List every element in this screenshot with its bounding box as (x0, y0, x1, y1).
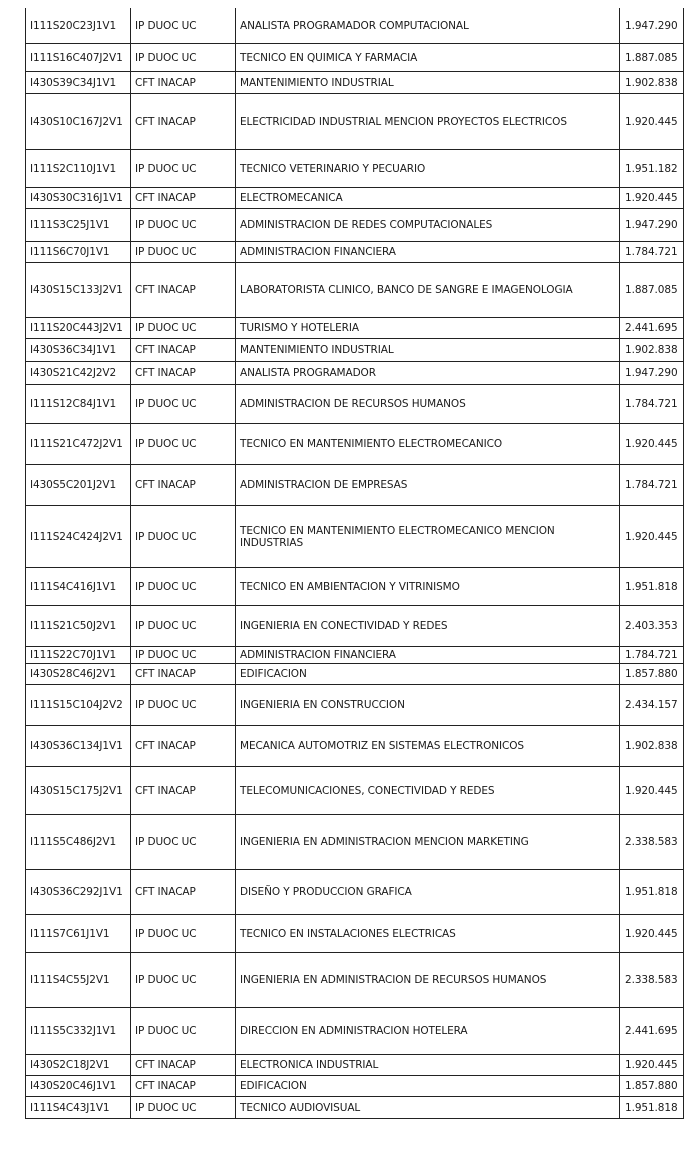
code-cell: I111S24C424J2V1 (26, 506, 131, 568)
career-cell: TECNICO EN MANTENIMIENTO ELECTROMECANICO MENCION INDUSTRIAS (236, 506, 620, 568)
institution-cell: IP DUOC UC (131, 647, 236, 664)
career-cell: ADMINISTRACION FINANCIERA (236, 242, 620, 263)
career-cell: INGENIERIA EN ADMINISTRACION MENCION MARKETING (236, 815, 620, 870)
table-row (26, 318, 684, 339)
institution-cell: CFT INACAP (131, 726, 236, 767)
table-row (26, 339, 684, 362)
amount-cell: 1.902.838 (620, 339, 684, 362)
code-cell: I430S36C134J1V1 (26, 726, 131, 767)
amount-cell: 1.951.818 (620, 1097, 684, 1119)
amount-cell: 1.784.721 (620, 465, 684, 506)
amount-cell: 1.920.445 (620, 188, 684, 209)
institution-cell: CFT INACAP (131, 664, 236, 685)
amount-cell: 1.951.182 (620, 150, 684, 188)
amount-cell: 1.947.290 (620, 8, 684, 44)
career-cell: ADMINISTRACION FINANCIERA (236, 647, 620, 664)
institution-cell: IP DUOC UC (131, 685, 236, 726)
table-row (26, 870, 684, 915)
code-cell: I111S5C486J2V1 (26, 815, 131, 870)
table-row (26, 8, 684, 44)
table-row (26, 606, 684, 647)
institution-cell: CFT INACAP (131, 339, 236, 362)
table-row (26, 915, 684, 953)
career-cell: ADMINISTRACION DE REDES COMPUTACIONALES (236, 209, 620, 242)
career-cell: LABORATORISTA CLINICO, BANCO DE SANGRE E IMAGENOLOGIA (236, 263, 620, 318)
table-row (26, 1008, 684, 1055)
amount-cell: 1.920.445 (620, 915, 684, 953)
institution-cell: IP DUOC UC (131, 915, 236, 953)
table-row (26, 726, 684, 767)
code-cell: I430S30C316J1V1 (26, 188, 131, 209)
code-cell: I430S36C292J1V1 (26, 870, 131, 915)
career-cell: MECANICA AUTOMOTRIZ EN SISTEMAS ELECTRONICOS (236, 726, 620, 767)
institution-cell: IP DUOC UC (131, 150, 236, 188)
table-row (26, 1055, 684, 1076)
amount-cell: 1.947.290 (620, 362, 684, 385)
career-cell: TECNICO EN INSTALACIONES ELECTRICAS (236, 915, 620, 953)
table-row (26, 953, 684, 1008)
institution-cell: CFT INACAP (131, 94, 236, 150)
code-cell: I111S15C104J2V2 (26, 685, 131, 726)
table-row (26, 664, 684, 685)
table-row (26, 465, 684, 506)
code-cell: I111S16C407J2V1 (26, 44, 131, 72)
amount-cell: 1.920.445 (620, 424, 684, 465)
institution-cell: CFT INACAP (131, 72, 236, 94)
document-page (25, 8, 683, 1119)
institution-cell: IP DUOC UC (131, 385, 236, 424)
career-cell: ELECTRONICA INDUSTRIAL (236, 1055, 620, 1076)
table-row (26, 263, 684, 318)
code-cell: I430S36C34J1V1 (26, 339, 131, 362)
code-cell: I111S4C43J1V1 (26, 1097, 131, 1119)
code-cell: I430S5C201J2V1 (26, 465, 131, 506)
career-cell: ANALISTA PROGRAMADOR COMPUTACIONAL (236, 8, 620, 44)
amount-cell: 1.887.085 (620, 263, 684, 318)
amount-cell: 1.920.445 (620, 767, 684, 815)
code-cell: I111S4C416J1V1 (26, 568, 131, 606)
institution-cell: IP DUOC UC (131, 424, 236, 465)
career-cell: ELECTRICIDAD INDUSTRIAL MENCION PROYECTOS ELECTRICOS (236, 94, 620, 150)
table-row (26, 1097, 684, 1119)
career-cell: TECNICO EN QUIMICA Y FARMACIA (236, 44, 620, 72)
amount-cell: 1.887.085 (620, 44, 684, 72)
amount-cell: 1.951.818 (620, 870, 684, 915)
table-row (26, 424, 684, 465)
code-cell: I111S22C70J1V1 (26, 647, 131, 664)
institution-cell: CFT INACAP (131, 188, 236, 209)
institution-cell: CFT INACAP (131, 465, 236, 506)
code-cell: I430S21C42J2V2 (26, 362, 131, 385)
amount-cell: 1.902.838 (620, 726, 684, 767)
institution-cell: IP DUOC UC (131, 1097, 236, 1119)
career-cell: EDIFICACION (236, 1076, 620, 1097)
table-row (26, 72, 684, 94)
career-table (25, 8, 684, 1119)
code-cell: I430S20C46J1V1 (26, 1076, 131, 1097)
institution-cell: IP DUOC UC (131, 318, 236, 339)
code-cell: I111S5C332J1V1 (26, 1008, 131, 1055)
code-cell: I430S2C18J2V1 (26, 1055, 131, 1076)
career-cell: ELECTROMECANICA (236, 188, 620, 209)
table-row (26, 209, 684, 242)
amount-cell: 1.920.445 (620, 1055, 684, 1076)
code-cell: I111S21C50J2V1 (26, 606, 131, 647)
amount-cell: 1.857.880 (620, 664, 684, 685)
code-cell: I111S6C70J1V1 (26, 242, 131, 263)
amount-cell: 2.338.583 (620, 953, 684, 1008)
code-cell: I111S21C472J2V1 (26, 424, 131, 465)
amount-cell: 1.784.721 (620, 647, 684, 664)
institution-cell: IP DUOC UC (131, 568, 236, 606)
table-row (26, 362, 684, 385)
institution-cell: CFT INACAP (131, 1055, 236, 1076)
table-row (26, 685, 684, 726)
table-row (26, 1076, 684, 1097)
table-row (26, 568, 684, 606)
amount-cell: 1.951.818 (620, 568, 684, 606)
code-cell: I111S4C55J2V1 (26, 953, 131, 1008)
institution-cell: IP DUOC UC (131, 44, 236, 72)
career-cell: MANTENIMIENTO INDUSTRIAL (236, 72, 620, 94)
institution-cell: IP DUOC UC (131, 506, 236, 568)
career-cell: TECNICO VETERINARIO Y PECUARIO (236, 150, 620, 188)
amount-cell: 2.434.157 (620, 685, 684, 726)
amount-cell: 2.441.695 (620, 1008, 684, 1055)
amount-cell: 1.784.721 (620, 242, 684, 263)
career-cell: TECNICO EN AMBIENTACION Y VITRINISMO (236, 568, 620, 606)
career-cell: ANALISTA PROGRAMADOR (236, 362, 620, 385)
table-row (26, 94, 684, 150)
institution-cell: CFT INACAP (131, 362, 236, 385)
amount-cell: 1.902.838 (620, 72, 684, 94)
code-cell: I430S10C167J2V1 (26, 94, 131, 150)
table-row (26, 188, 684, 209)
institution-cell: CFT INACAP (131, 263, 236, 318)
career-cell: MANTENIMIENTO INDUSTRIAL (236, 339, 620, 362)
institution-cell: IP DUOC UC (131, 8, 236, 44)
career-cell: DISEÑO Y PRODUCCION GRAFICA (236, 870, 620, 915)
institution-cell: IP DUOC UC (131, 1008, 236, 1055)
institution-cell: IP DUOC UC (131, 815, 236, 870)
table-row (26, 150, 684, 188)
table-row (26, 385, 684, 424)
table-row (26, 647, 684, 664)
career-cell: INGENIERIA EN ADMINISTRACION DE RECURSOS HUMANOS (236, 953, 620, 1008)
table-row (26, 242, 684, 263)
code-cell: I111S20C23J1V1 (26, 8, 131, 44)
career-cell: TURISMO Y HOTELERIA (236, 318, 620, 339)
amount-cell: 2.338.583 (620, 815, 684, 870)
career-cell: ADMINISTRACION DE EMPRESAS (236, 465, 620, 506)
institution-cell: IP DUOC UC (131, 606, 236, 647)
career-cell: TECNICO EN MANTENIMIENTO ELECTROMECANICO (236, 424, 620, 465)
institution-cell: IP DUOC UC (131, 209, 236, 242)
code-cell: I111S7C61J1V1 (26, 915, 131, 953)
code-cell: I430S28C46J2V1 (26, 664, 131, 685)
career-cell: EDIFICACION (236, 664, 620, 685)
institution-cell: CFT INACAP (131, 767, 236, 815)
institution-cell: CFT INACAP (131, 870, 236, 915)
institution-cell: IP DUOC UC (131, 953, 236, 1008)
career-cell: TECNICO AUDIOVISUAL (236, 1097, 620, 1119)
table-row (26, 44, 684, 72)
code-cell: I111S3C25J1V1 (26, 209, 131, 242)
table-row (26, 815, 684, 870)
table-row (26, 506, 684, 568)
career-cell: DIRECCION EN ADMINISTRACION HOTELERA (236, 1008, 620, 1055)
code-cell: I111S2C110J1V1 (26, 150, 131, 188)
career-cell: INGENIERIA EN CONSTRUCCION (236, 685, 620, 726)
amount-cell: 2.403.353 (620, 606, 684, 647)
amount-cell: 1.784.721 (620, 385, 684, 424)
institution-cell: CFT INACAP (131, 1076, 236, 1097)
amount-cell: 2.441.695 (620, 318, 684, 339)
amount-cell: 1.857.880 (620, 1076, 684, 1097)
amount-cell: 1.920.445 (620, 94, 684, 150)
amount-cell: 1.947.290 (620, 209, 684, 242)
code-cell: I111S12C84J1V1 (26, 385, 131, 424)
code-cell: I111S20C443J2V1 (26, 318, 131, 339)
career-cell: TELECOMUNICACIONES, CONECTIVIDAD Y REDES (236, 767, 620, 815)
code-cell: I430S15C175J2V1 (26, 767, 131, 815)
amount-cell: 1.920.445 (620, 506, 684, 568)
institution-cell: IP DUOC UC (131, 242, 236, 263)
career-cell: ADMINISTRACION DE RECURSOS HUMANOS (236, 385, 620, 424)
code-cell: I430S39C34J1V1 (26, 72, 131, 94)
code-cell: I430S15C133J2V1 (26, 263, 131, 318)
career-cell: INGENIERIA EN CONECTIVIDAD Y REDES (236, 606, 620, 647)
table-row (26, 767, 684, 815)
